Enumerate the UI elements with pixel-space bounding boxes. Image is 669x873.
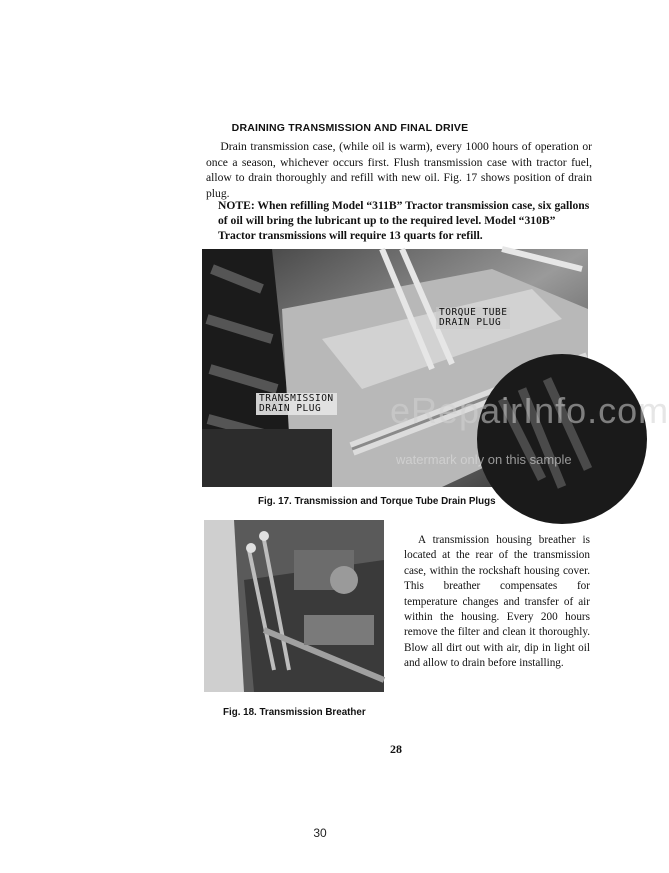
watermark-site: eRepairInfo.com — [390, 390, 669, 431]
torque-tube-callout — [436, 307, 510, 329]
scan-page-number: 30 — [313, 826, 327, 840]
figure-18-caption: Fig. 18. Transmission Breather — [223, 707, 366, 718]
manual-page-number: 28 — [390, 742, 402, 756]
watermark-notice: watermark only on this sample — [396, 452, 572, 467]
transmission-callout — [256, 393, 337, 415]
transmission-breather-image — [204, 520, 384, 692]
drain-paragraph-text: Drain transmission case, (while oil is warm), every 1000 hours of operation or once a season, whichever occurs first. Flush transmission case with tractor fuel, allow to drain thoroughly and refill with new oil. Fig. 17 shows position of drain plug. — [206, 140, 593, 200]
figure-17-caption: Fig. 17. Transmission and Torque Tube Drain Plugs — [258, 496, 496, 507]
paragraph-indent — [206, 140, 220, 153]
section-heading: DRAINING TRANSMISSION AND FINAL DRIVE — [231, 122, 469, 134]
torque-callout-line-1: TORQUE TUBE — [439, 307, 508, 318]
breather-paragraph — [404, 533, 590, 672]
figure-18-photo — [204, 520, 384, 692]
torque-callout-line-2: DRAIN PLUG — [439, 317, 502, 328]
drain-paragraph — [206, 139, 592, 201]
trans-callout-line-2: DRAIN PLUG — [259, 403, 322, 414]
trans-callout-line-1: TRANSMISSION — [259, 393, 334, 404]
refill-note: NOTE: When refilling Model “311B” Tractor transmission case, six gallons of oil will bring the lubricant up to the required level. Model “310B” Tractor transmissions will require 13 quarts for refill. — [218, 199, 590, 243]
breather-paragraph-text: A transmission housing breather is located at the rear of the transmission case, within the rockshaft housing cover. This breather compensates for temperature changes and transfer of air within the housing. Every 200 hours remove the filter and clean it thoroughly. Blow all dirt out with air, dip in light oil and allow to drain before installing. — [404, 534, 590, 670]
